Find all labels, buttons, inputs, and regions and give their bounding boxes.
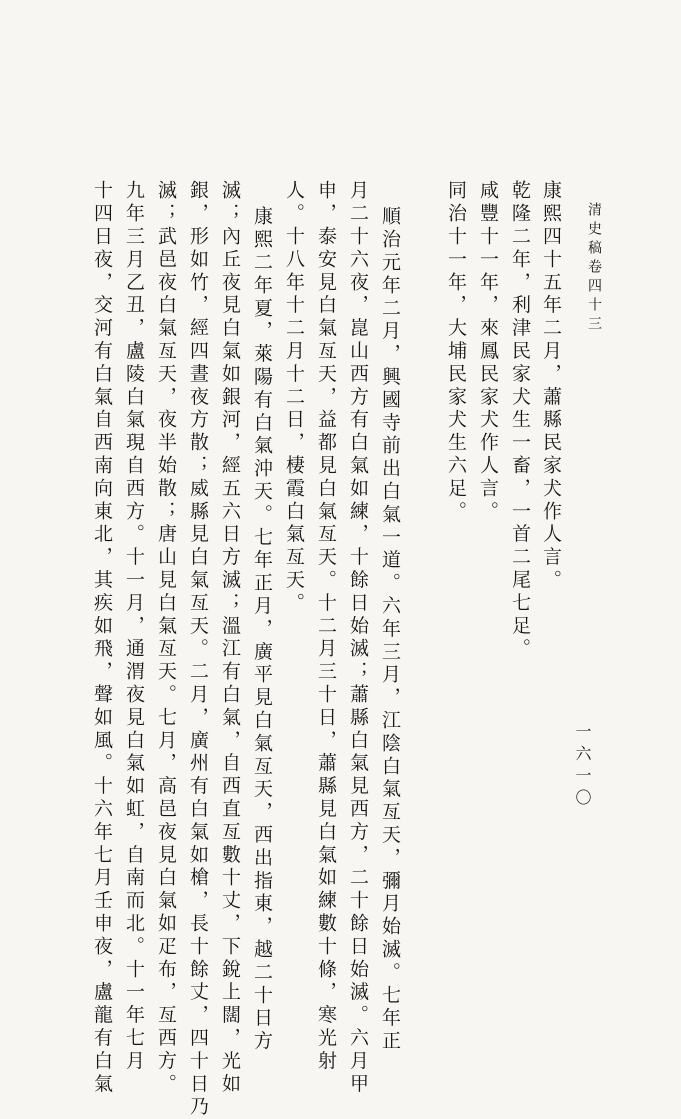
text-column-7: 申，泰安見白氣亙天，益都見白氣亙天。十二月三十日，蕭縣見白氣如練數十條，寒光射 bbox=[315, 180, 337, 1074]
text-column-8: 人。十八年十二月十二日，棲霞白氣亙天。 bbox=[283, 180, 305, 616]
text-column-1: 康熙四十五年二月，蕭縣民家犬作人言。 bbox=[540, 180, 562, 593]
text-column-9: 康熙二年夏，萊陽有白氣沖天。七年正月，廣平見白氣亙天，西出指東，越二十日方 bbox=[251, 206, 273, 1054]
page-number: 一六一〇 bbox=[573, 723, 592, 811]
text-column-12: 滅；武邑夜白氣亙天，夜半始散；唐山見白氣亙天。七月，高邑夜見白氣如疋布，亙西方。 bbox=[155, 180, 177, 1096]
text-column-4: 同治十一年，大埔民家犬生六足。 bbox=[445, 180, 467, 524]
text-column-3: 咸豐十一年，來鳳民家犬作人言。 bbox=[477, 180, 499, 524]
text-column-2: 乾隆二年，利津民家犬生一畜，一首二尾七足。 bbox=[509, 180, 531, 661]
text-column-11: 銀，形如竹，經四晝夜方散；威縣見白氣亙天。二月，廣州有白氣如槍，長十餘丈，四十日乃 bbox=[187, 180, 209, 1119]
text-column-13: 九年三月乙丑，盧陵白氣現自西方。十一月，通渭夜見白氣如虹，自南而北。十一年七月 bbox=[123, 180, 145, 1074]
running-header: 清史稿卷四十三 bbox=[586, 202, 602, 335]
text-column-10: 滅；內丘夜見白氣如銀河，經五六日方滅；溫江有白氣，自西直亙數十丈，下銳上闊，光如 bbox=[219, 180, 241, 1096]
text-column-5: 順治元年二月，興國寺前出白氣一道。六年三月，江陰白氣亙天，彌月始滅。七年正 bbox=[379, 206, 401, 1054]
text-column-6: 月二十六夜，崑山西方有白氣如練，十餘日始滅；蕭縣白氣見西方，二十餘日始滅。六月甲 bbox=[347, 180, 369, 1096]
text-column-14: 十四日夜，交河有白氣自西南向東北，其疾如飛，聲如風。十六年七月壬申夜，盧龍有白氣 bbox=[91, 180, 113, 1096]
